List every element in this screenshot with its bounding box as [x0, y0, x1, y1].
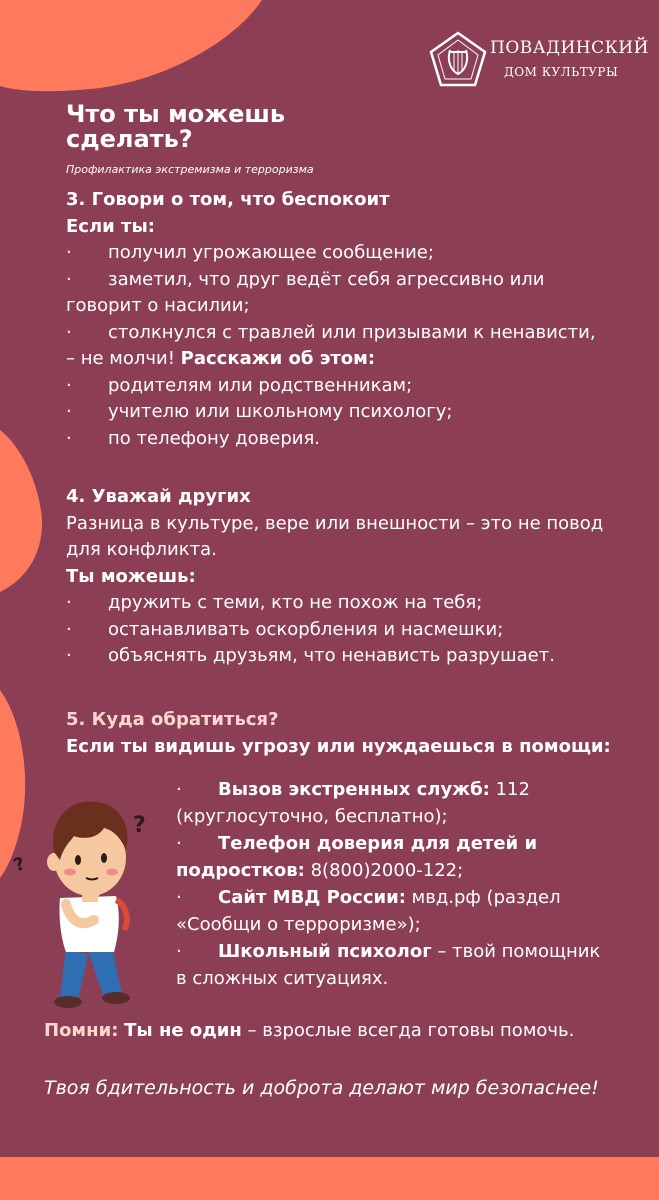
lyre-pentagon-icon [428, 30, 488, 90]
list-item: · объяснять друзьям, что ненависть разрушает. [66, 645, 555, 666]
thinking-boy-illustration [8, 780, 168, 1010]
list-item-continuation: (круглосуточно, бесплатно); [176, 806, 448, 827]
list-item: · получил угрожающее сообщение; [66, 242, 434, 263]
page-subtitle: Профилактика экстремизма и терроризма [66, 163, 314, 176]
logo-subtitle: ДОМ КУЛЬТУРЫ [504, 65, 619, 79]
section-5-intro: Если ты видишь угрозу или нуждаешься в помощи: [66, 735, 611, 757]
list-item: · Школьный психолог – твой помощник [176, 941, 601, 962]
contacts-list [176, 776, 646, 992]
list-item: · родителям или родственникам; [66, 374, 413, 396]
reminder: Помни: Ты не один – взрослые всегда готовы помочь. [44, 1020, 575, 1041]
list-item: · останавливать оскорбления и насмешки; [66, 618, 504, 640]
svg-text:?: ? [133, 813, 146, 838]
list-item: · заметил, что друг ведёт себя агрессивно или [66, 268, 545, 290]
section-4-text: Разница в культуре, вере или внешности – это не повод для конфликта. [66, 512, 604, 560]
page-title: Что ты можешь сделать? [66, 100, 286, 153]
list-item: · Телефон доверия для детей и [176, 833, 538, 854]
section-3-intro: Если ты: [66, 215, 155, 237]
section-5 [66, 707, 646, 760]
list-item: · Вызов экстренных служб: 112 [176, 779, 530, 800]
logo-name: ПОВАДИНСКИЙ [490, 38, 649, 58]
section-3 [66, 187, 646, 452]
list-item-continuation: говорит о насилии; [66, 295, 250, 316]
list-item: · Сайт МВД России: мвд.рф (раздел [176, 887, 561, 908]
svg-text:?: ? [10, 853, 28, 877]
section-5-heading: 5. Куда обратиться? [66, 709, 279, 730]
section-3-heading: 3. Говори о том, что беспокоит [66, 189, 390, 210]
list-item: · учителю или школьному психологу; [66, 401, 453, 422]
list-item-continuation: подростков: 8(800)2000-122; [176, 860, 464, 881]
dont-be-silent-line: – не молчи! Расскажи об этом: [66, 348, 376, 369]
closing-text: Твоя бдительность и доброта делают мир безопаснее! [44, 1077, 599, 1099]
logo [428, 30, 649, 90]
list-item: · по телефону доверия. [66, 427, 321, 449]
section-4-heading: 4. Уважай других [66, 486, 251, 507]
list-item: · дружить с теми, кто не похож на тебя; [66, 592, 483, 613]
list-item: · столкнулся с травлей или призывами к ненависти, [66, 321, 596, 343]
list-item-continuation: в сложных ситуациях. [176, 968, 389, 989]
section-4-can-label: Ты можешь: [66, 565, 196, 587]
list-item-continuation: «Сообщи о терроризме»); [176, 914, 421, 935]
section-4 [66, 484, 646, 670]
